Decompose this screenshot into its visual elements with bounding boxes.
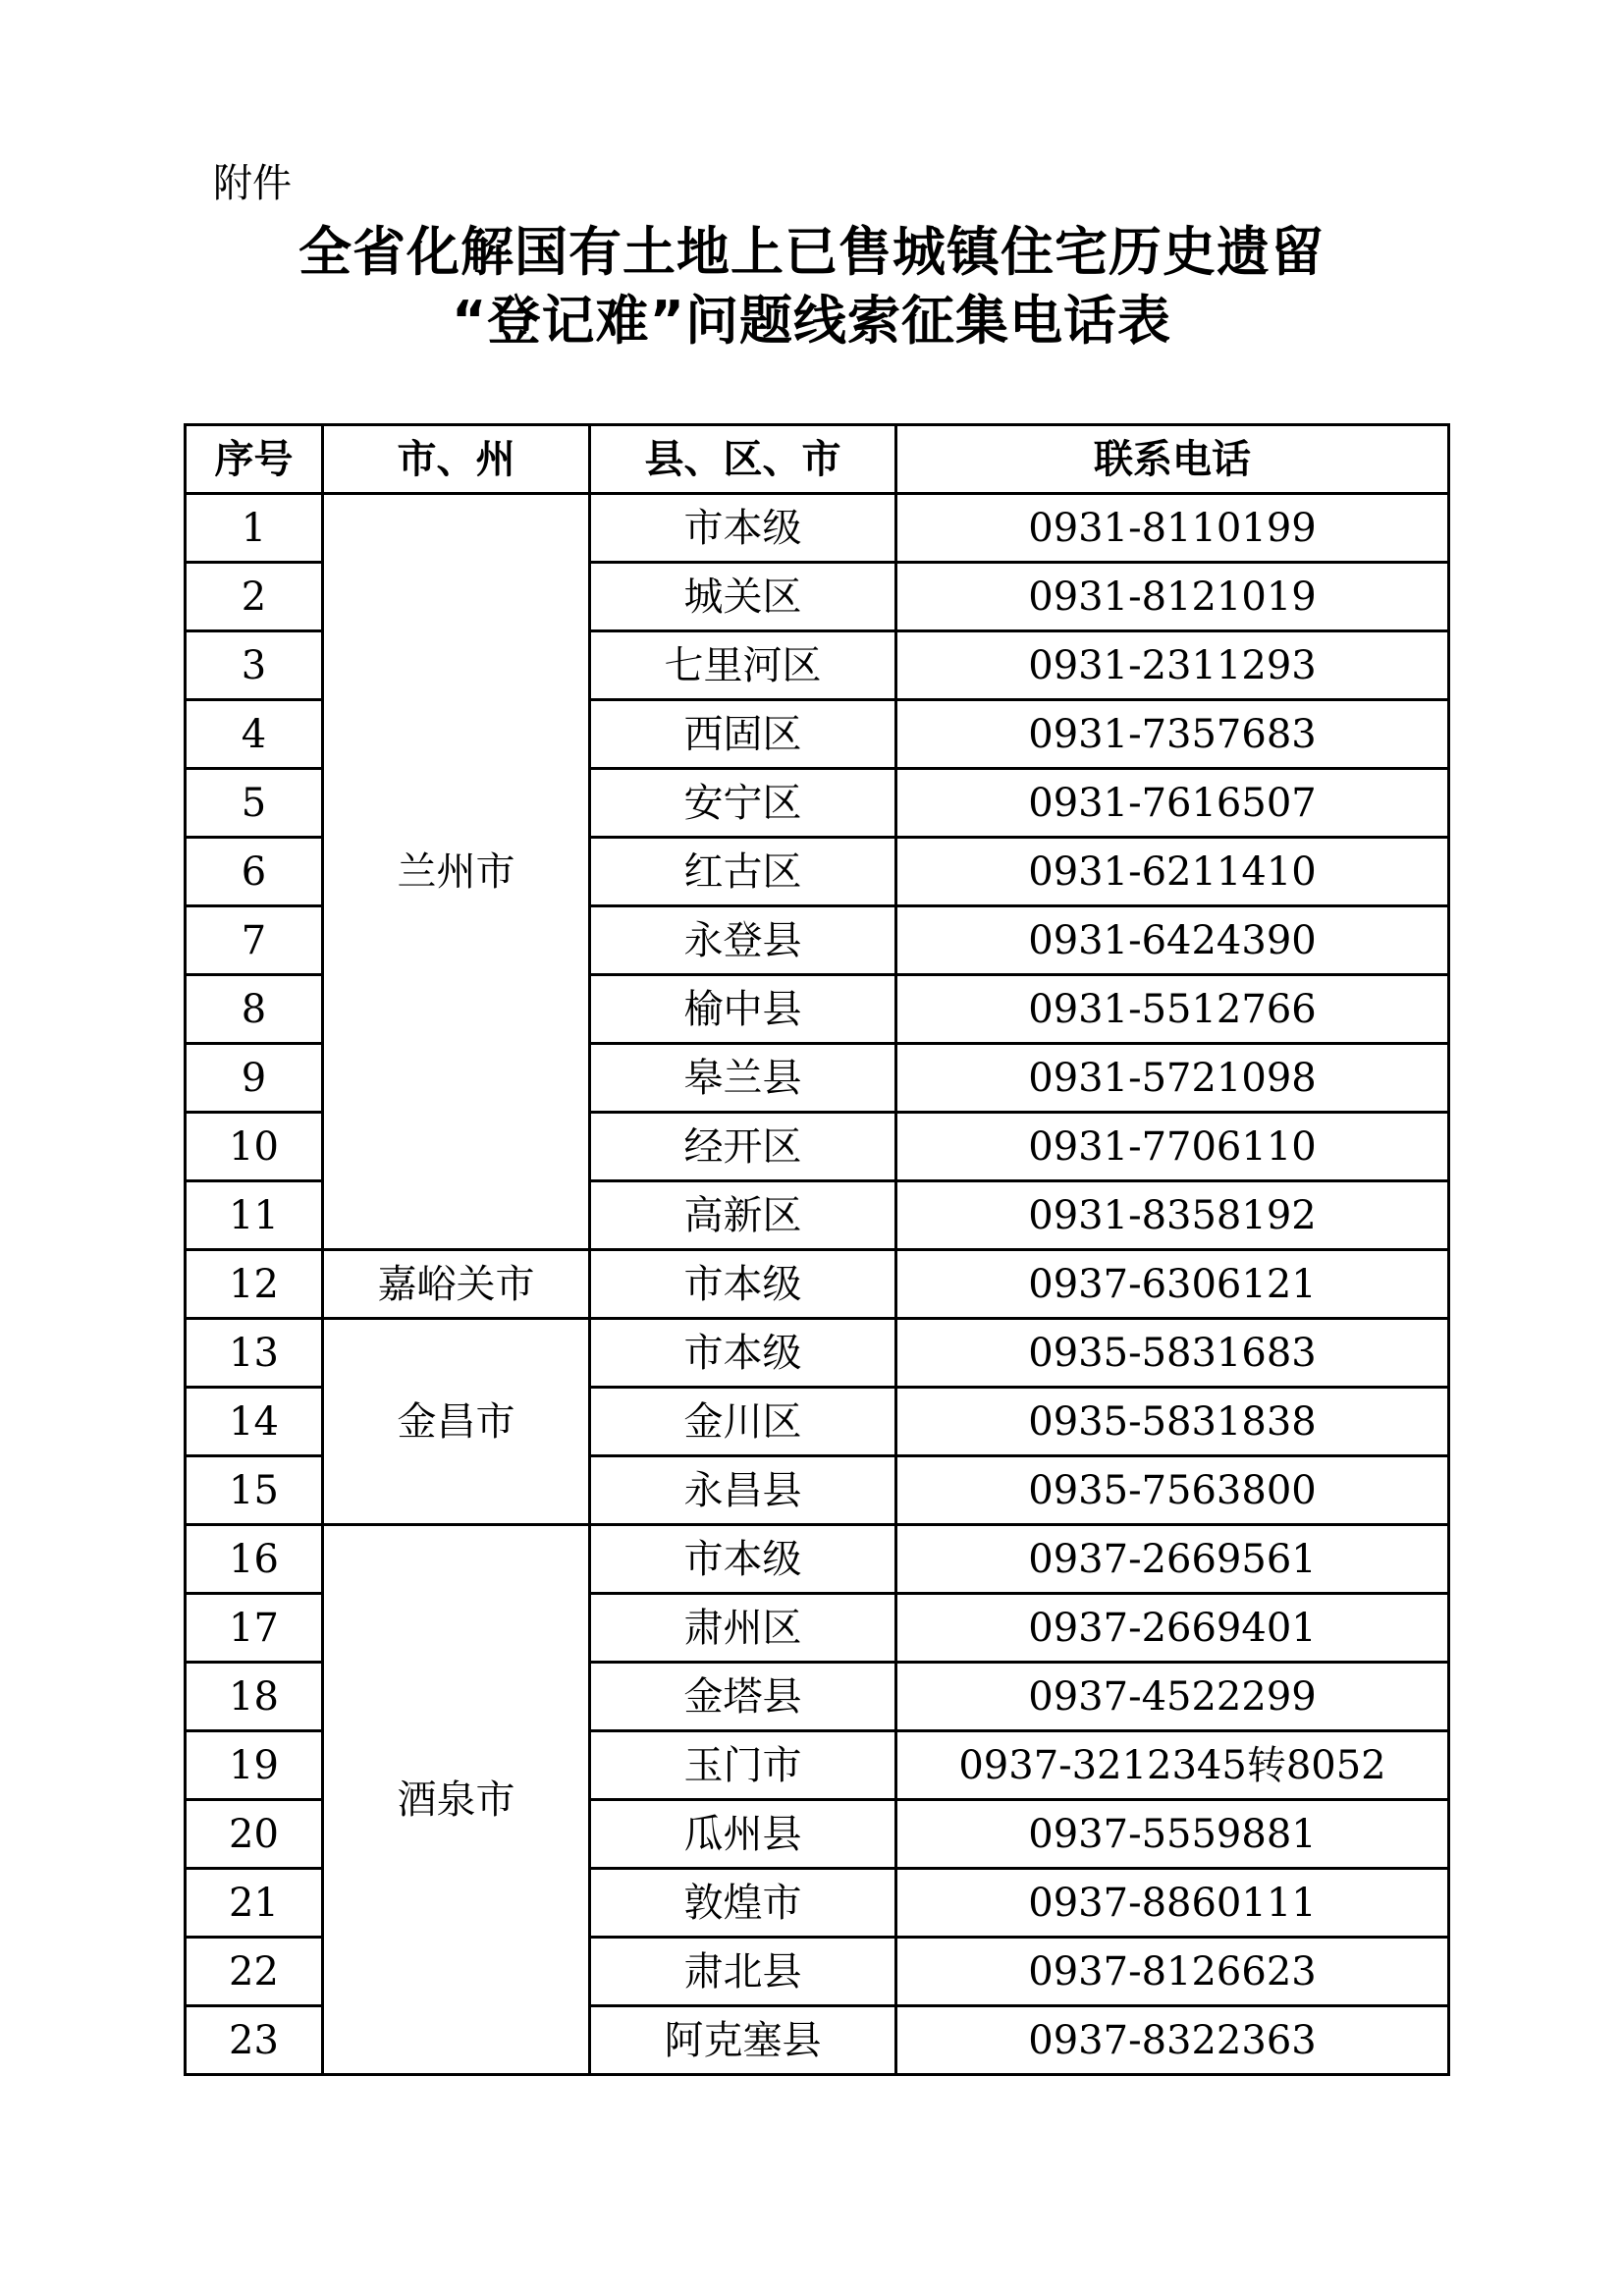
row-county: 阿克塞县 [590, 2006, 896, 2075]
row-county: 敦煌市 [590, 1869, 896, 1938]
header-phone: 联系电话 [896, 425, 1449, 494]
row-seq: 13 [186, 1319, 323, 1388]
row-county: 玉门市 [590, 1731, 896, 1800]
row-county: 瓜州县 [590, 1800, 896, 1869]
header-city: 市、州 [323, 425, 590, 494]
row-county: 市本级 [590, 494, 896, 563]
row-seq: 4 [186, 700, 323, 769]
row-city: 酒泉市 [323, 1525, 590, 2075]
header-seq: 序号 [186, 425, 323, 494]
row-seq: 6 [186, 838, 323, 906]
row-seq: 14 [186, 1388, 323, 1456]
row-seq: 7 [186, 906, 323, 975]
row-county: 七里河区 [590, 631, 896, 700]
document-title-line-2: “登记难”问题线索征集电话表 [452, 290, 1171, 352]
row-phone: 0931-7616507 [896, 769, 1449, 838]
row-county: 红古区 [590, 838, 896, 906]
row-phone: 0931-5721098 [896, 1044, 1449, 1113]
row-phone: 0931-8110199 [896, 494, 1449, 563]
row-phone: 0937-8322363 [896, 2006, 1449, 2075]
row-phone: 0931-8358192 [896, 1181, 1449, 1250]
row-county: 城关区 [590, 563, 896, 631]
row-city: 金昌市 [323, 1319, 590, 1525]
row-seq: 21 [186, 1869, 323, 1938]
row-seq: 5 [186, 769, 323, 838]
row-county: 皋兰县 [590, 1044, 896, 1113]
header-county: 县、区、市 [590, 425, 896, 494]
row-seq: 19 [186, 1731, 323, 1800]
row-phone: 0937-2669561 [896, 1525, 1449, 1594]
row-seq: 18 [186, 1663, 323, 1731]
row-county: 永昌县 [590, 1456, 896, 1525]
row-seq: 1 [186, 494, 323, 563]
row-county: 安宁区 [590, 769, 896, 838]
row-city: 兰州市 [323, 494, 590, 1250]
row-phone: 0931-7357683 [896, 700, 1449, 769]
row-phone: 0931-2311293 [896, 631, 1449, 700]
row-city: 嘉峪关市 [323, 1250, 590, 1319]
row-phone: 0937-2669401 [896, 1594, 1449, 1663]
row-phone: 0931-7706110 [896, 1113, 1449, 1181]
row-county: 市本级 [590, 1250, 896, 1319]
table-header-row [186, 425, 1449, 494]
row-phone: 0935-7563800 [896, 1456, 1449, 1525]
row-seq: 9 [186, 1044, 323, 1113]
contact-phone-table [184, 423, 1450, 2076]
row-phone: 0937-8860111 [896, 1869, 1449, 1938]
row-phone: 0931-8121019 [896, 563, 1449, 631]
table-body [186, 494, 1449, 2075]
table-row [186, 494, 1449, 563]
row-seq: 16 [186, 1525, 323, 1594]
row-phone: 0937-6306121 [896, 1250, 1449, 1319]
row-county: 市本级 [590, 1525, 896, 1594]
row-phone: 0937-5559881 [896, 1800, 1449, 1869]
row-seq: 2 [186, 563, 323, 631]
row-phone: 0935-5831683 [896, 1319, 1449, 1388]
row-county: 肃北县 [590, 1938, 896, 2006]
table-row [186, 1319, 1449, 1388]
row-county: 西固区 [590, 700, 896, 769]
row-county: 高新区 [590, 1181, 896, 1250]
row-county: 永登县 [590, 906, 896, 975]
row-phone: 0937-4522299 [896, 1663, 1449, 1731]
document-title-line-1: 全省化解国有土地上已售城镇住宅历史遗留 [298, 221, 1325, 283]
row-seq: 20 [186, 1800, 323, 1869]
table-row [186, 1250, 1449, 1319]
row-seq: 12 [186, 1250, 323, 1319]
row-seq: 15 [186, 1456, 323, 1525]
table-row [186, 1525, 1449, 1594]
row-county: 金塔县 [590, 1663, 896, 1731]
row-phone: 0937-8126623 [896, 1938, 1449, 2006]
row-county: 市本级 [590, 1319, 896, 1388]
row-phone: 0931-5512766 [896, 975, 1449, 1044]
row-seq: 11 [186, 1181, 323, 1250]
attachment-label: 附件 [213, 161, 292, 206]
row-phone: 0937-3212345转8052 [896, 1731, 1449, 1800]
row-seq: 22 [186, 1938, 323, 2006]
row-county: 肃州区 [590, 1594, 896, 1663]
row-seq: 8 [186, 975, 323, 1044]
row-phone: 0935-5831838 [896, 1388, 1449, 1456]
row-phone: 0931-6211410 [896, 838, 1449, 906]
row-county: 榆中县 [590, 975, 896, 1044]
row-seq: 3 [186, 631, 323, 700]
row-county: 经开区 [590, 1113, 896, 1181]
row-phone: 0931-6424390 [896, 906, 1449, 975]
row-seq: 23 [186, 2006, 323, 2075]
row-seq: 10 [186, 1113, 323, 1181]
row-seq: 17 [186, 1594, 323, 1663]
row-county: 金川区 [590, 1388, 896, 1456]
